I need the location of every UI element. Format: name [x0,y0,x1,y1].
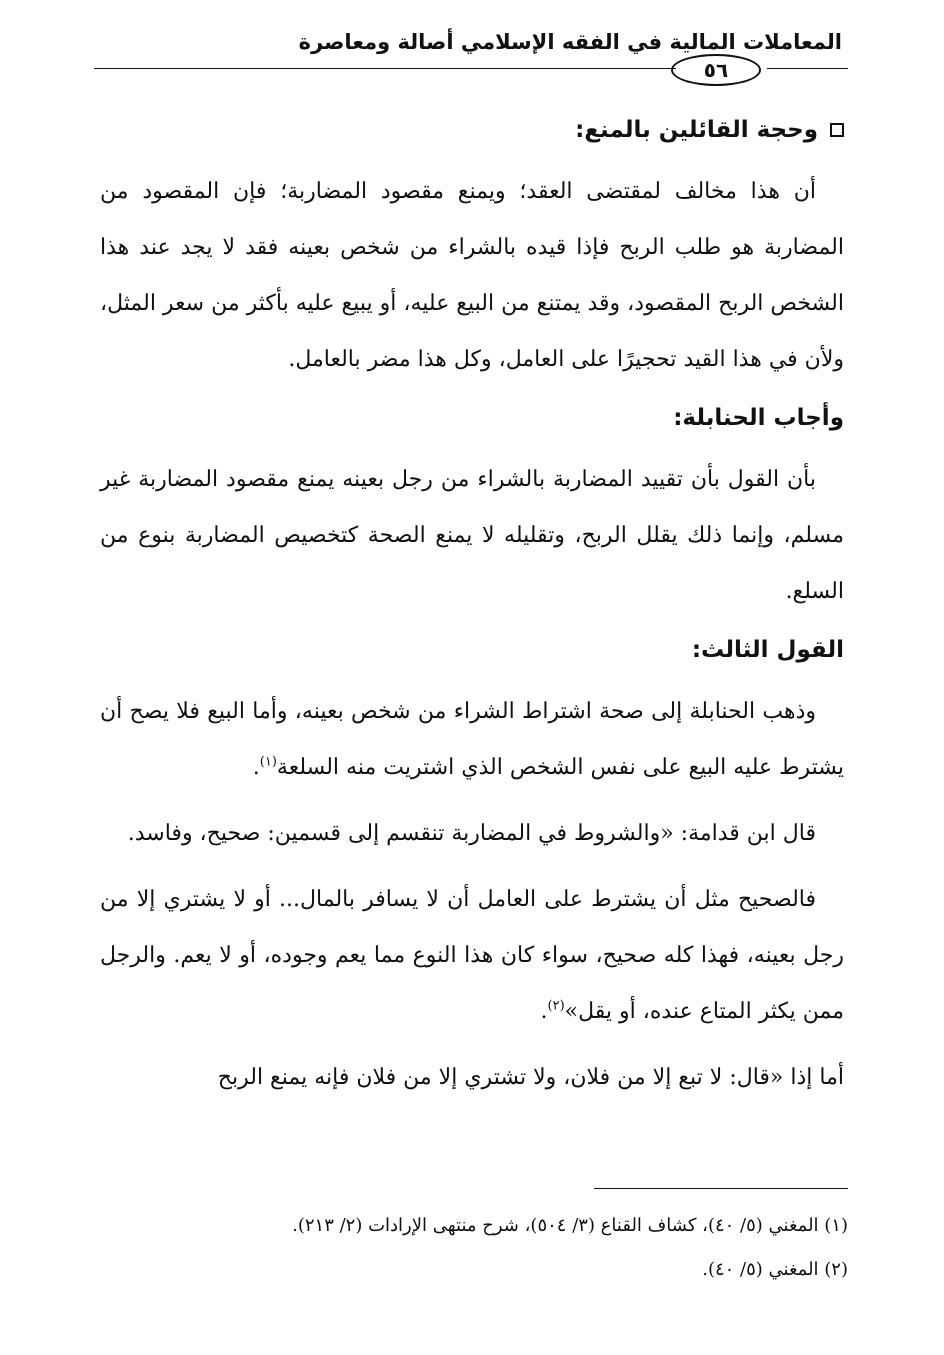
checkbox-bullet-icon [830,123,844,137]
footnote: (١) المغني (٥/ ٤٠)، كشاف القناع (٣/ ٥٠٤)، شرح منتهى الإرادات (٢/ ٢١٣). [292,1215,848,1236]
paragraph [100,872,844,1040]
section-heading [100,110,844,150]
page-number: ٥٦ [671,54,761,86]
page-body [100,110,844,1116]
section-heading: القول الثالث: [691,637,844,663]
paragraph: أما إذا «قال: لا تبع إلا من فلان، ولا تشتري إلا من فلان فإنه يمنع الربح [217,1065,844,1090]
footnote-separator [594,1188,848,1189]
paragraph-end: . [252,755,260,780]
paragraph: أن هذا مخالف لمقتضى العقد؛ ويمنع مقصود المضاربة؛ فإن المقصود من المضاربة هو طلب الربح فإذا قيده بالشراء من شخص بعينه فقد لا يجد عند هذا الشخص الربح المقصود، وقد يمتنع من البيع عليه، أو يبيع عليه بأكثر من سعر المثل، ولأن في هذا القيد تحجيرًا على العامل، وكل هذا مضر بالعامل. [100,179,844,372]
running-title: المعاملات المالية في الفقه الإسلامي أصالة ومعاصرة [298,30,842,54]
footnote: (٢) المغني (٥/ ٤٠). [702,1259,848,1280]
paragraph-text: فالصحيح مثل أن يشترط على العامل أن لا يسافر بالمال... أو لا يشتري إلا من رجل بعينه، فهذا كله صحيح، سواء كان هذا النوع مما يعم وجوده، أو لا يعم. والرجل ممن يكثر المتاع عنده، أو يقل» [100,887,844,1024]
section-heading: وأجاب الحنابلة: [673,405,844,431]
footnotes [98,1204,848,1292]
header-rule-right [767,68,848,69]
paragraph-end: . [540,999,548,1024]
heading-text: وحجة القائلين بالمنع: [575,117,818,143]
paragraph-text: وذهب الحنابلة إلى صحة اشتراط الشراء من شخص بعينه، وأما البيع فلا يصح أن يشترط عليه البيع على نفس الشخص الذي اشتريت منه السلعة [100,699,844,780]
paragraph: قال ابن قدامة: «والشروط في المضاربة تنقسم إلى قسمين: صحيح، وفاسد. [127,821,816,846]
footnote-ref: (٢) [547,998,565,1014]
header-rule-left [94,68,676,69]
paragraph: بأن القول بأن تقييد المضاربة بالشراء من رجل بعينه يمنع مقصود المضاربة غير مسلم، وإنما ذلك يقلل الربح، وتقليله لا يمنع الصحة كتخصيص المضاربة بنوع من السلع. [100,467,844,604]
footnote-ref: (١) [259,754,277,770]
paragraph [100,684,844,796]
